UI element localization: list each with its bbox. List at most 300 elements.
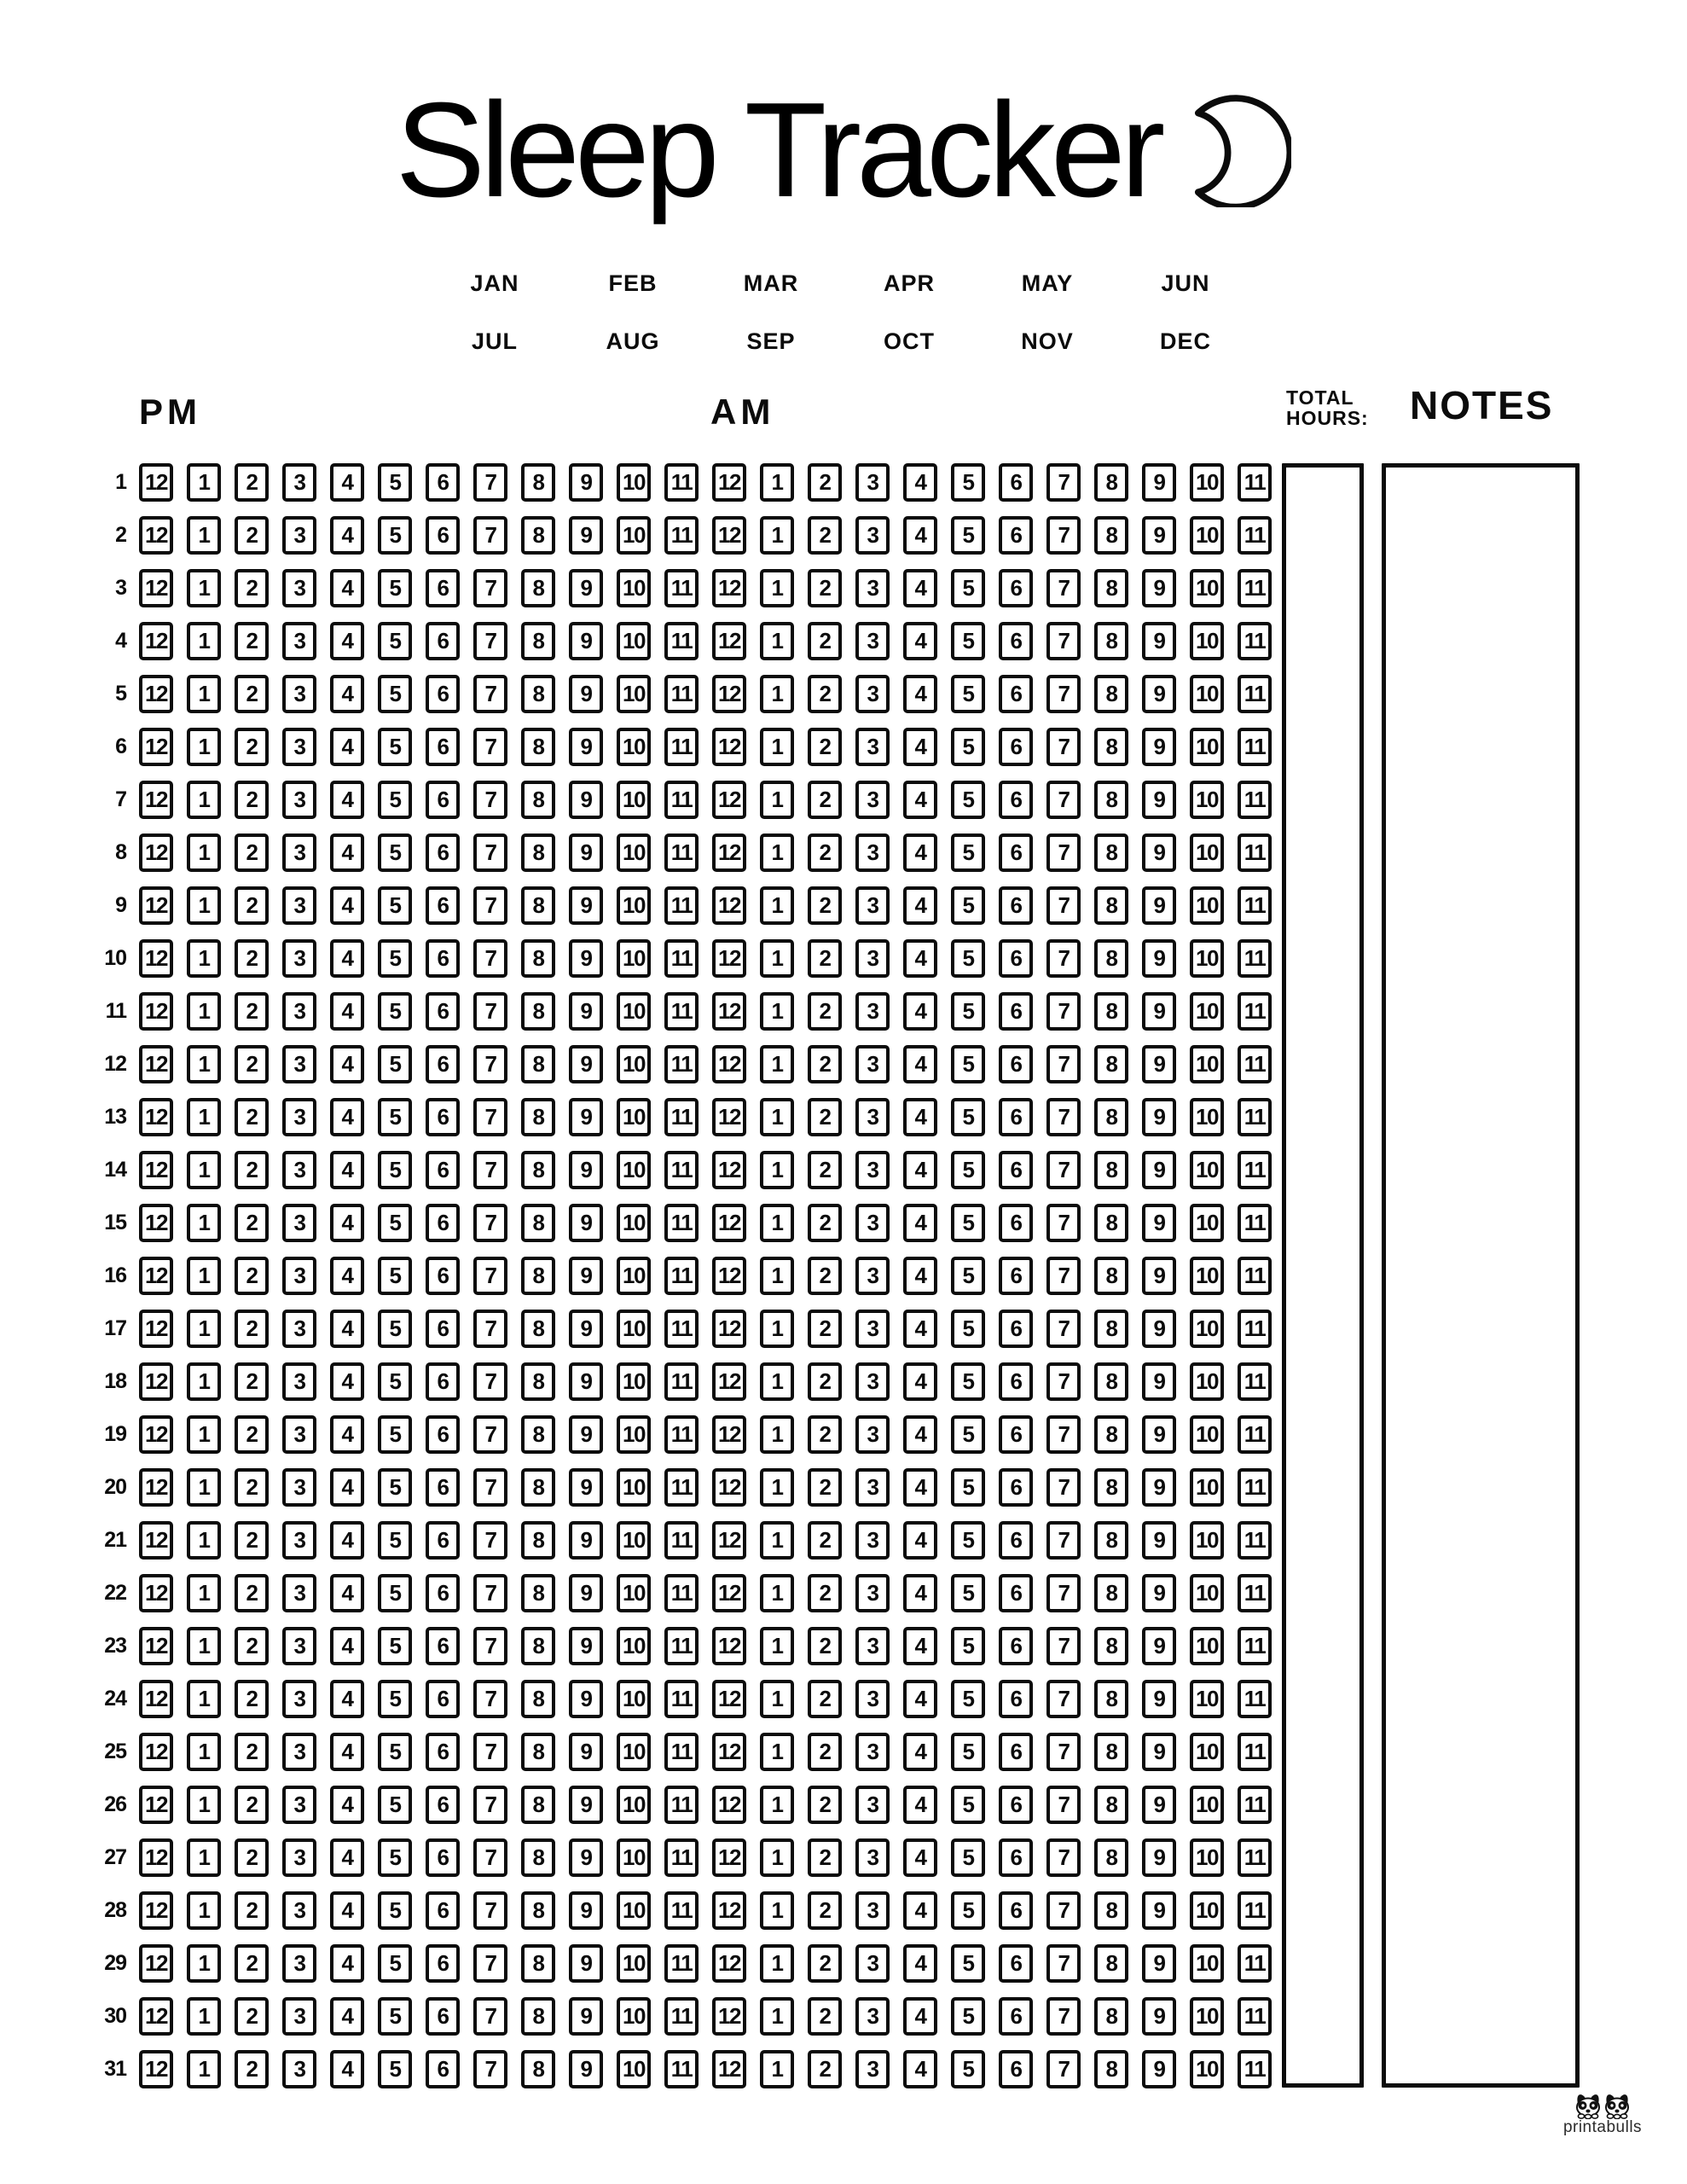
hour-cell[interactable]: 1: [760, 1521, 794, 1560]
hour-cell[interactable]: 8: [521, 886, 555, 925]
hour-cell[interactable]: 5: [378, 939, 412, 978]
hour-cell[interactable]: 5: [951, 1733, 985, 1771]
hour-cell[interactable]: 5: [951, 1468, 985, 1507]
hour-cell[interactable]: 11: [1238, 728, 1272, 766]
hour-cell[interactable]: 7: [473, 1257, 507, 1295]
hour-cell[interactable]: 5: [951, 728, 985, 766]
hour-cell[interactable]: 9: [1142, 886, 1176, 925]
hour-cell[interactable]: 8: [521, 1733, 555, 1771]
hour-cell[interactable]: 11: [664, 1891, 699, 1930]
month-label-jan[interactable]: JAN: [470, 270, 519, 296]
hour-cell[interactable]: 4: [903, 1627, 937, 1665]
hour-cell[interactable]: 1: [187, 516, 221, 555]
hour-cell[interactable]: 8: [1094, 1204, 1128, 1242]
hour-cell[interactable]: 12: [712, 1786, 746, 1824]
hour-cell[interactable]: 7: [473, 622, 507, 660]
hour-cell[interactable]: 8: [1094, 939, 1128, 978]
hour-cell[interactable]: 2: [235, 1733, 269, 1771]
hour-cell[interactable]: 8: [1094, 1944, 1128, 1983]
hour-cell[interactable]: 8: [1094, 1415, 1128, 1454]
hour-cell[interactable]: 3: [282, 1891, 316, 1930]
hour-cell[interactable]: 6: [999, 1838, 1033, 1877]
hour-cell[interactable]: 3: [855, 1944, 890, 1983]
hour-cell[interactable]: 4: [330, 1468, 364, 1507]
hour-cell[interactable]: 8: [1094, 516, 1128, 555]
hour-cell[interactable]: 5: [951, 1045, 985, 1083]
hour-cell[interactable]: 9: [569, 939, 603, 978]
hour-cell[interactable]: 4: [330, 1045, 364, 1083]
hour-cell[interactable]: 11: [1238, 886, 1272, 925]
hour-cell[interactable]: 2: [235, 516, 269, 555]
hour-cell[interactable]: 9: [1142, 1786, 1176, 1824]
hour-cell[interactable]: 7: [1046, 1257, 1081, 1295]
hour-cell[interactable]: 8: [1094, 1786, 1128, 1824]
hour-cell[interactable]: 3: [855, 1151, 890, 1189]
hour-cell[interactable]: 10: [1190, 781, 1224, 819]
hour-cell[interactable]: 9: [569, 1574, 603, 1612]
hour-cell[interactable]: 9: [569, 1362, 603, 1401]
hour-cell[interactable]: 3: [282, 886, 316, 925]
hour-cell[interactable]: 2: [808, 1733, 842, 1771]
hour-cell[interactable]: 12: [139, 834, 173, 872]
hour-cell[interactable]: 8: [521, 1098, 555, 1136]
hour-cell[interactable]: 7: [1046, 1362, 1081, 1401]
hour-cell[interactable]: 7: [1046, 1204, 1081, 1242]
hour-cell[interactable]: 6: [999, 886, 1033, 925]
hour-cell[interactable]: 12: [712, 728, 746, 766]
hour-cell[interactable]: 8: [1094, 1310, 1128, 1348]
hour-cell[interactable]: 4: [903, 463, 937, 502]
hour-cell[interactable]: 10: [617, 939, 651, 978]
hour-cell[interactable]: 3: [855, 728, 890, 766]
hour-cell[interactable]: 11: [664, 569, 699, 607]
hour-cell[interactable]: 2: [808, 1468, 842, 1507]
hour-cell[interactable]: 10: [1190, 1733, 1224, 1771]
hour-cell[interactable]: 11: [664, 463, 699, 502]
hour-cell[interactable]: 1: [760, 1944, 794, 1983]
hour-cell[interactable]: 8: [1094, 569, 1128, 607]
hour-cell[interactable]: 12: [139, 1257, 173, 1295]
hour-cell[interactable]: 6: [999, 516, 1033, 555]
hour-cell[interactable]: 8: [521, 463, 555, 502]
hour-cell[interactable]: 12: [139, 1468, 173, 1507]
hour-cell[interactable]: 8: [1094, 1891, 1128, 1930]
hour-cell[interactable]: 1: [760, 1151, 794, 1189]
hour-cell[interactable]: 10: [617, 1680, 651, 1718]
hour-cell[interactable]: 1: [760, 1045, 794, 1083]
hour-cell[interactable]: 5: [951, 1786, 985, 1824]
hour-cell[interactable]: 9: [1142, 1521, 1176, 1560]
hour-cell[interactable]: 7: [473, 834, 507, 872]
hour-cell[interactable]: 3: [855, 1362, 890, 1401]
hour-cell[interactable]: 3: [282, 1468, 316, 1507]
hour-cell[interactable]: 5: [378, 1680, 412, 1718]
hour-cell[interactable]: 6: [426, 939, 460, 978]
hour-cell[interactable]: 1: [187, 834, 221, 872]
hour-cell[interactable]: 3: [282, 622, 316, 660]
hour-cell[interactable]: 6: [999, 781, 1033, 819]
hour-cell[interactable]: 9: [1142, 622, 1176, 660]
hour-cell[interactable]: 11: [664, 834, 699, 872]
hour-cell[interactable]: 7: [473, 1627, 507, 1665]
hour-cell[interactable]: 9: [1142, 1997, 1176, 2036]
hour-cell[interactable]: 8: [521, 1204, 555, 1242]
hour-cell[interactable]: 2: [808, 886, 842, 925]
hour-cell[interactable]: 10: [617, 992, 651, 1031]
hour-cell[interactable]: 4: [903, 516, 937, 555]
hour-cell[interactable]: 6: [426, 1362, 460, 1401]
hour-cell[interactable]: 6: [426, 781, 460, 819]
hour-cell[interactable]: 7: [473, 1151, 507, 1189]
hour-cell[interactable]: 9: [1142, 1310, 1176, 1348]
hour-cell[interactable]: 11: [664, 1838, 699, 1877]
hour-cell[interactable]: 6: [426, 1944, 460, 1983]
hour-cell[interactable]: 2: [235, 886, 269, 925]
hour-cell[interactable]: 11: [1238, 1098, 1272, 1136]
hour-cell[interactable]: 6: [426, 1574, 460, 1612]
hour-cell[interactable]: 11: [1238, 1310, 1272, 1348]
hour-cell[interactable]: 8: [1094, 1257, 1128, 1295]
hour-cell[interactable]: 8: [521, 728, 555, 766]
hour-cell[interactable]: 10: [1190, 939, 1224, 978]
hour-cell[interactable]: 11: [664, 992, 699, 1031]
hour-cell[interactable]: 5: [378, 675, 412, 713]
hour-cell[interactable]: 4: [903, 1521, 937, 1560]
hour-cell[interactable]: 10: [617, 1521, 651, 1560]
hour-cell[interactable]: 12: [139, 2050, 173, 2088]
hour-cell[interactable]: 7: [1046, 1733, 1081, 1771]
hour-cell[interactable]: 5: [378, 1891, 412, 1930]
hour-cell[interactable]: 2: [808, 675, 842, 713]
hour-cell[interactable]: 8: [1094, 1468, 1128, 1507]
hour-cell[interactable]: 12: [139, 1045, 173, 1083]
hour-cell[interactable]: 6: [426, 569, 460, 607]
hour-cell[interactable]: 5: [378, 1733, 412, 1771]
hour-cell[interactable]: 12: [712, 1733, 746, 1771]
hour-cell[interactable]: 2: [235, 992, 269, 1031]
hour-cell[interactable]: 5: [951, 1098, 985, 1136]
hour-cell[interactable]: 7: [473, 1838, 507, 1877]
hour-cell[interactable]: 10: [1190, 2050, 1224, 2088]
hour-cell[interactable]: 5: [378, 1151, 412, 1189]
month-label-may[interactable]: MAY: [1021, 270, 1074, 296]
hour-cell[interactable]: 1: [187, 1204, 221, 1242]
hour-cell[interactable]: 8: [521, 939, 555, 978]
hour-cell[interactable]: 6: [426, 1310, 460, 1348]
hour-cell[interactable]: 1: [760, 1997, 794, 2036]
hour-cell[interactable]: 7: [1046, 1045, 1081, 1083]
hour-cell[interactable]: 4: [903, 1733, 937, 1771]
hour-cell[interactable]: 8: [1094, 1151, 1128, 1189]
hour-cell[interactable]: 5: [951, 1627, 985, 1665]
hour-cell[interactable]: 3: [855, 1045, 890, 1083]
hour-cell[interactable]: 6: [999, 728, 1033, 766]
hour-cell[interactable]: 8: [521, 1997, 555, 2036]
hour-cell[interactable]: 9: [569, 1680, 603, 1718]
hour-cell[interactable]: 4: [330, 781, 364, 819]
hour-cell[interactable]: 3: [855, 1733, 890, 1771]
hour-cell[interactable]: 5: [951, 886, 985, 925]
hour-cell[interactable]: 3: [855, 1204, 890, 1242]
hour-cell[interactable]: 10: [1190, 1997, 1224, 2036]
hour-cell[interactable]: 3: [855, 781, 890, 819]
hour-cell[interactable]: 10: [1190, 886, 1224, 925]
hour-cell[interactable]: 12: [712, 1521, 746, 1560]
hour-cell[interactable]: 6: [426, 834, 460, 872]
hour-cell[interactable]: 2: [808, 1944, 842, 1983]
hour-cell[interactable]: 12: [139, 939, 173, 978]
hour-cell[interactable]: 7: [1046, 728, 1081, 766]
hour-cell[interactable]: 9: [1142, 1574, 1176, 1612]
hour-cell[interactable]: 5: [378, 1838, 412, 1877]
hour-cell[interactable]: 5: [951, 1574, 985, 1612]
hour-cell[interactable]: 4: [330, 1310, 364, 1348]
hour-cell[interactable]: 6: [999, 1310, 1033, 1348]
hour-cell[interactable]: 6: [426, 675, 460, 713]
hour-cell[interactable]: 2: [808, 1362, 842, 1401]
hour-cell[interactable]: 4: [903, 1151, 937, 1189]
hour-cell[interactable]: 1: [760, 1468, 794, 1507]
hour-cell[interactable]: 2: [808, 1997, 842, 2036]
hour-cell[interactable]: 10: [1190, 1838, 1224, 1877]
hour-cell[interactable]: 4: [903, 1045, 937, 1083]
hour-cell[interactable]: 7: [1046, 622, 1081, 660]
hour-cell[interactable]: 6: [426, 1468, 460, 1507]
hour-cell[interactable]: 9: [1142, 1257, 1176, 1295]
hour-cell[interactable]: 10: [1190, 1310, 1224, 1348]
hour-cell[interactable]: 11: [1238, 1997, 1272, 2036]
hour-cell[interactable]: 10: [1190, 569, 1224, 607]
hour-cell[interactable]: 3: [855, 2050, 890, 2088]
hour-cell[interactable]: 1: [187, 1574, 221, 1612]
hour-cell[interactable]: 6: [999, 992, 1033, 1031]
hour-cell[interactable]: 5: [951, 1204, 985, 1242]
hour-cell[interactable]: 6: [999, 1891, 1033, 1930]
hour-cell[interactable]: 3: [855, 1786, 890, 1824]
hour-cell[interactable]: 2: [808, 834, 842, 872]
hour-cell[interactable]: 3: [282, 1098, 316, 1136]
hour-cell[interactable]: 3: [855, 1415, 890, 1454]
hour-cell[interactable]: 10: [617, 516, 651, 555]
hour-cell[interactable]: 11: [664, 1997, 699, 2036]
hour-cell[interactable]: 9: [569, 1627, 603, 1665]
hour-cell[interactable]: 10: [1190, 1151, 1224, 1189]
hour-cell[interactable]: 2: [808, 569, 842, 607]
hour-cell[interactable]: 4: [903, 1415, 937, 1454]
hour-cell[interactable]: 2: [235, 1627, 269, 1665]
hour-cell[interactable]: 9: [1142, 569, 1176, 607]
hour-cell[interactable]: 10: [617, 1733, 651, 1771]
hour-cell[interactable]: 3: [282, 1838, 316, 1877]
hour-cell[interactable]: 10: [617, 675, 651, 713]
hour-cell[interactable]: 7: [473, 1362, 507, 1401]
hour-cell[interactable]: 4: [903, 1362, 937, 1401]
hour-cell[interactable]: 4: [903, 1310, 937, 1348]
month-label-oct[interactable]: OCT: [884, 328, 935, 354]
hour-cell[interactable]: 7: [473, 1415, 507, 1454]
hour-cell[interactable]: 12: [712, 1310, 746, 1348]
hour-cell[interactable]: 2: [235, 1574, 269, 1612]
hour-cell[interactable]: 3: [855, 675, 890, 713]
hour-cell[interactable]: 1: [760, 834, 794, 872]
hour-cell[interactable]: 3: [282, 1151, 316, 1189]
hour-cell[interactable]: 11: [1238, 1680, 1272, 1718]
hour-cell[interactable]: 6: [999, 1680, 1033, 1718]
hour-cell[interactable]: 1: [187, 675, 221, 713]
hour-cell[interactable]: 10: [617, 463, 651, 502]
hour-cell[interactable]: 8: [521, 569, 555, 607]
hour-cell[interactable]: 6: [426, 1204, 460, 1242]
hour-cell[interactable]: 7: [1046, 1098, 1081, 1136]
hour-cell[interactable]: 12: [712, 939, 746, 978]
hour-cell[interactable]: 2: [235, 1680, 269, 1718]
hour-cell[interactable]: 12: [712, 1151, 746, 1189]
hour-cell[interactable]: 12: [712, 1257, 746, 1295]
hour-cell[interactable]: 2: [808, 1627, 842, 1665]
hour-cell[interactable]: 9: [569, 1098, 603, 1136]
hour-cell[interactable]: 2: [808, 1786, 842, 1824]
hour-cell[interactable]: 11: [664, 2050, 699, 2088]
hour-cell[interactable]: 7: [1046, 516, 1081, 555]
hour-cell[interactable]: 12: [139, 622, 173, 660]
hour-cell[interactable]: 12: [712, 2050, 746, 2088]
hour-cell[interactable]: 2: [235, 1997, 269, 2036]
hour-cell[interactable]: 8: [1094, 675, 1128, 713]
hour-cell[interactable]: 2: [235, 1310, 269, 1348]
hour-cell[interactable]: 9: [1142, 1468, 1176, 1507]
hour-cell[interactable]: 5: [951, 939, 985, 978]
hour-cell[interactable]: 1: [187, 939, 221, 978]
hour-cell[interactable]: 6: [999, 1786, 1033, 1824]
hour-cell[interactable]: 9: [1142, 516, 1176, 555]
hour-cell[interactable]: 11: [664, 675, 699, 713]
hour-cell[interactable]: 8: [1094, 2050, 1128, 2088]
hour-cell[interactable]: 6: [426, 1627, 460, 1665]
hour-cell[interactable]: 2: [808, 1838, 842, 1877]
hour-cell[interactable]: 2: [808, 1257, 842, 1295]
hour-cell[interactable]: 5: [951, 992, 985, 1031]
hour-cell[interactable]: 5: [951, 1997, 985, 2036]
hour-cell[interactable]: 4: [903, 1680, 937, 1718]
hour-cell[interactable]: 2: [235, 1257, 269, 1295]
hour-cell[interactable]: 9: [569, 1204, 603, 1242]
hour-cell[interactable]: 4: [330, 1257, 364, 1295]
hour-cell[interactable]: 3: [282, 1521, 316, 1560]
hour-cell[interactable]: 9: [569, 1733, 603, 1771]
hour-cell[interactable]: 2: [235, 675, 269, 713]
hour-cell[interactable]: 9: [569, 1891, 603, 1930]
hour-cell[interactable]: 8: [521, 1362, 555, 1401]
hour-cell[interactable]: 10: [617, 834, 651, 872]
hour-cell[interactable]: 11: [1238, 1521, 1272, 1560]
hour-cell[interactable]: 11: [1238, 1733, 1272, 1771]
hour-cell[interactable]: 12: [139, 1204, 173, 1242]
hour-cell[interactable]: 11: [1238, 463, 1272, 502]
hour-cell[interactable]: 3: [282, 1045, 316, 1083]
hour-cell[interactable]: 10: [617, 622, 651, 660]
hour-cell[interactable]: 5: [951, 675, 985, 713]
hour-cell[interactable]: 10: [1190, 1362, 1224, 1401]
hour-cell[interactable]: 2: [808, 939, 842, 978]
hour-cell[interactable]: 3: [855, 1310, 890, 1348]
hour-cell[interactable]: 8: [521, 675, 555, 713]
hour-cell[interactable]: 9: [1142, 1045, 1176, 1083]
hour-cell[interactable]: 9: [1142, 1680, 1176, 1718]
hour-cell[interactable]: 6: [426, 2050, 460, 2088]
hour-cell[interactable]: 7: [1046, 1574, 1081, 1612]
hour-cell[interactable]: 12: [139, 1310, 173, 1348]
notes-box[interactable]: [1382, 463, 1580, 2088]
hour-cell[interactable]: 9: [569, 622, 603, 660]
hour-cell[interactable]: 4: [330, 622, 364, 660]
hour-cell[interactable]: 6: [426, 1257, 460, 1295]
hour-cell[interactable]: 12: [139, 675, 173, 713]
hour-cell[interactable]: 12: [139, 1680, 173, 1718]
hour-cell[interactable]: 4: [903, 1204, 937, 1242]
hour-cell[interactable]: 9: [569, 781, 603, 819]
hour-cell[interactable]: 4: [330, 1997, 364, 2036]
hour-cell[interactable]: 7: [473, 886, 507, 925]
hour-cell[interactable]: 1: [760, 463, 794, 502]
hour-cell[interactable]: 10: [1190, 1521, 1224, 1560]
hour-cell[interactable]: 5: [951, 781, 985, 819]
hour-cell[interactable]: 8: [521, 1045, 555, 1083]
hour-cell[interactable]: 2: [808, 463, 842, 502]
hour-cell[interactable]: 8: [1094, 1627, 1128, 1665]
hour-cell[interactable]: 6: [426, 1680, 460, 1718]
hour-cell[interactable]: 11: [664, 886, 699, 925]
hour-cell[interactable]: 12: [712, 1891, 746, 1930]
hour-cell[interactable]: 5: [378, 1521, 412, 1560]
hour-cell[interactable]: 9: [569, 886, 603, 925]
hour-cell[interactable]: 12: [712, 516, 746, 555]
hour-cell[interactable]: 1: [187, 1151, 221, 1189]
hour-cell[interactable]: 4: [330, 1362, 364, 1401]
hour-cell[interactable]: 8: [521, 1151, 555, 1189]
hour-cell[interactable]: 9: [1142, 781, 1176, 819]
hour-cell[interactable]: 10: [617, 886, 651, 925]
hour-cell[interactable]: 7: [1046, 1680, 1081, 1718]
hour-cell[interactable]: 12: [712, 1362, 746, 1401]
hour-cell[interactable]: 3: [282, 1680, 316, 1718]
hour-cell[interactable]: 12: [139, 992, 173, 1031]
hour-cell[interactable]: 3: [282, 1997, 316, 2036]
hour-cell[interactable]: 7: [1046, 1310, 1081, 1348]
hour-cell[interactable]: 12: [712, 1415, 746, 1454]
hour-cell[interactable]: 5: [951, 1838, 985, 1877]
hour-cell[interactable]: 3: [282, 1733, 316, 1771]
hour-cell[interactable]: 3: [282, 939, 316, 978]
hour-cell[interactable]: 8: [521, 1944, 555, 1983]
hour-cell[interactable]: 11: [1238, 1045, 1272, 1083]
hour-cell[interactable]: 12: [712, 1680, 746, 1718]
hour-cell[interactable]: 9: [569, 569, 603, 607]
hour-cell[interactable]: 5: [378, 463, 412, 502]
hour-cell[interactable]: 7: [1046, 1944, 1081, 1983]
hour-cell[interactable]: 3: [282, 1786, 316, 1824]
hour-cell[interactable]: 12: [712, 1045, 746, 1083]
hour-cell[interactable]: 8: [521, 1310, 555, 1348]
hour-cell[interactable]: 1: [760, 781, 794, 819]
hour-cell[interactable]: 1: [187, 1786, 221, 1824]
hour-cell[interactable]: 12: [139, 1627, 173, 1665]
hour-cell[interactable]: 12: [139, 1098, 173, 1136]
hour-cell[interactable]: 3: [282, 2050, 316, 2088]
hour-cell[interactable]: 5: [951, 1521, 985, 1560]
hour-cell[interactable]: 9: [569, 1838, 603, 1877]
hour-cell[interactable]: 3: [855, 939, 890, 978]
hour-cell[interactable]: 1: [187, 1680, 221, 1718]
